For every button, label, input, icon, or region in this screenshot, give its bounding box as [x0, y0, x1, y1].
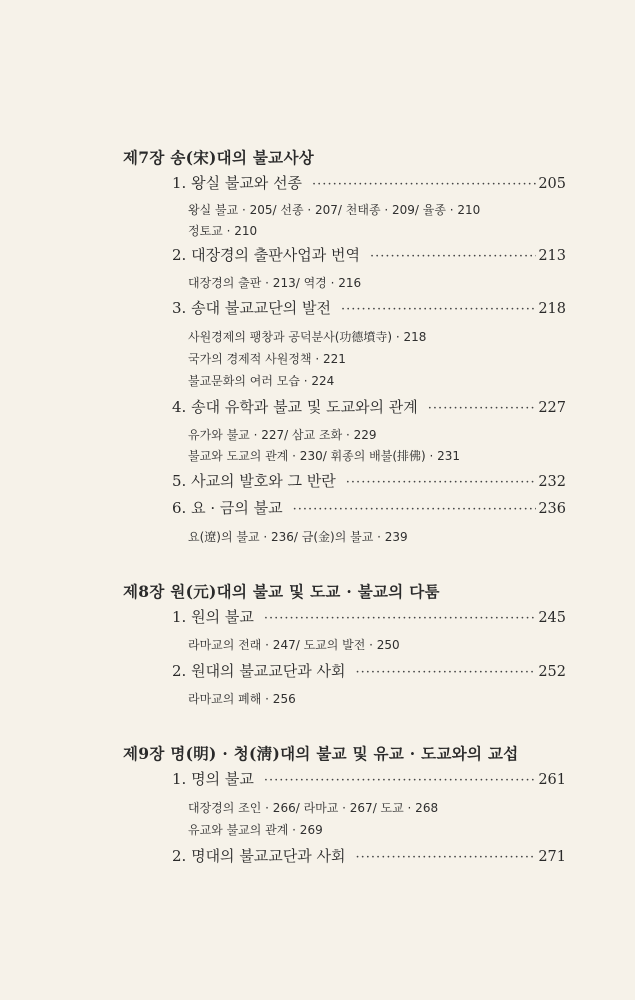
toc-entry — [172, 845, 566, 866]
dot-leader — [428, 401, 537, 416]
dot-leader — [312, 177, 536, 192]
page-number: 227 — [538, 400, 566, 416]
dot-leader — [341, 302, 536, 317]
subtopics-line: 불교와 도교의 관계 · 230/ 휘종의 배불(排佛) · 231 — [188, 449, 461, 463]
page-number: 232 — [538, 474, 566, 490]
section-title: 6. 요 · 금의 불교 — [172, 499, 283, 517]
chapter-title: 제7장 송(宋)대의 불교사상 — [123, 148, 315, 167]
section-title: 2. 원대의 불교교단과 사회 — [172, 662, 346, 680]
section-title: 2. 대장경의 출판사업과 번역 — [172, 246, 361, 264]
page-number: 261 — [538, 772, 566, 788]
toc-entry — [172, 497, 566, 518]
subtopics-line: 라마교의 폐해 · 256 — [188, 692, 296, 706]
toc-entry — [172, 768, 566, 789]
page-number: 218 — [538, 301, 566, 317]
section-title: 2. 명대의 불교교단과 사회 — [172, 847, 346, 865]
dot-leader — [264, 773, 537, 788]
subtopics-line: 국가의 경제적 사원정책 · 221 — [188, 352, 346, 366]
toc-entry — [172, 396, 566, 417]
subtopics-line: 유가와 불교 · 227/ 삼교 조화 · 229 — [188, 428, 377, 442]
dot-leader — [346, 475, 537, 490]
toc-entry — [172, 606, 566, 627]
subtopics-line: 사원경제의 팽창과 공덕분사(功德墳寺) · 218 — [188, 330, 427, 344]
section-title: 3. 송대 불교교단의 발전 — [172, 299, 332, 317]
toc-entry — [172, 470, 566, 491]
subtopics-line: 라마교의 전래 · 247/ 도교의 발전 · 250 — [188, 638, 400, 652]
dot-leader — [356, 850, 537, 865]
page-number: 252 — [538, 664, 566, 680]
dot-leader — [293, 502, 537, 517]
chapter-title: 제9장 명(明) · 청(淸)대의 불교 및 유교 · 도교와의 교섭 — [123, 744, 519, 763]
page-number: 205 — [538, 176, 566, 192]
section-title: 1. 원의 불교 — [172, 608, 254, 626]
subtopics-line: 왕실 불교 · 205/ 선종 · 207/ 천태종 · 209/ 율종 · 210 — [188, 203, 481, 217]
page-number: 271 — [538, 849, 566, 865]
section-title: 5. 사교의 발호와 그 반란 — [172, 472, 336, 490]
page-number: 245 — [538, 610, 566, 626]
section-title: 4. 송대 유학과 불교 및 도교와의 관계 — [172, 398, 418, 416]
dot-leader — [264, 611, 537, 626]
subtopics-line: 불교문화의 여러 모습 · 224 — [188, 374, 335, 388]
page-number: 236 — [538, 501, 566, 517]
subtopics-line: 대장경의 조인 · 266/ 라마교 · 267/ 도교 · 268 — [188, 801, 439, 815]
subtopics-line: 유교와 불교의 관계 · 269 — [188, 823, 323, 837]
dot-leader — [356, 665, 537, 680]
section-title: 1. 명의 불교 — [172, 770, 254, 788]
toc-entry — [172, 660, 566, 681]
section-title: 1. 왕실 불교와 선종 — [172, 174, 303, 192]
toc-entry — [172, 244, 566, 265]
dot-leader — [370, 249, 536, 264]
page-number: 213 — [538, 248, 566, 264]
subtopics-line: 요(遼)의 불교 · 236/ 금(金)의 불교 · 239 — [188, 530, 408, 544]
toc-entry — [172, 297, 566, 318]
chapter-title: 제8장 원(元)대의 불교 및 도교 · 불교의 다툼 — [123, 582, 440, 601]
subtopics-line: 대장경의 출판 · 213/ 역경 · 216 — [188, 276, 362, 290]
subtopics-line: 정토교 · 210 — [188, 224, 258, 238]
toc-entry — [172, 172, 566, 193]
